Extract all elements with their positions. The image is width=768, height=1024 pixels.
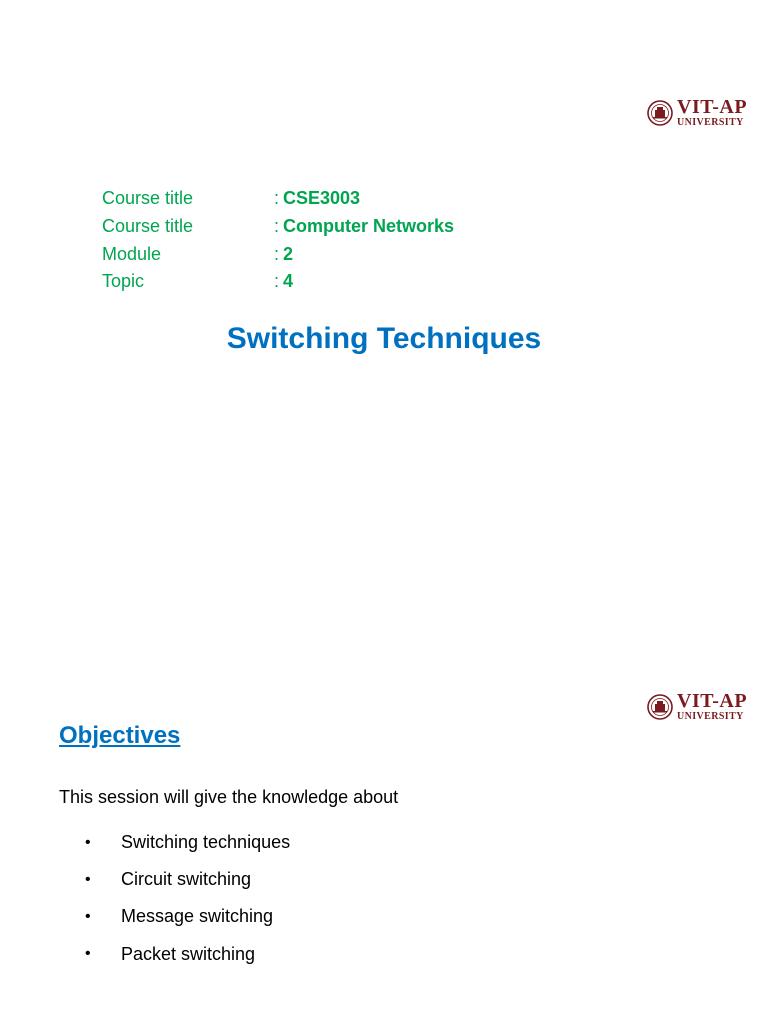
intro-text: This session will give the knowledge about [59,787,399,807]
info-colon: : [274,243,280,264]
info-value: 4 [283,271,294,292]
objectives-heading: Objectives [59,722,181,749]
info-label: Course title [102,216,194,237]
module-row [102,240,454,268]
list-item [85,898,290,935]
bullet-icon: • [85,833,91,851]
university-seal-icon [647,694,673,720]
list-item [85,936,290,973]
list-item-text: Circuit switching [121,869,252,890]
slide-title: Switching Techniques [226,322,542,355]
list-item-text: Packet switching [121,943,256,964]
info-colon: : [274,188,280,209]
bullet-icon: • [85,945,91,963]
logo-sub: UNIVERSITY [677,117,744,128]
course-code-row [102,185,454,213]
list-item-text: Switching techniques [121,832,291,853]
logo-sub: UNIVERSITY [677,711,744,722]
course-info [102,185,454,296]
list-item [85,824,290,861]
university-seal-icon [647,100,673,126]
list-item-text: Message switching [121,906,274,927]
info-colon: : [274,216,280,237]
logo-name: VIT-AP [677,96,748,118]
topic-row [102,268,454,296]
objectives-slide [0,660,768,1024]
info-label: Module [102,243,162,264]
university-logo [647,691,747,722]
info-value: Computer Networks [283,216,455,237]
info-value: CSE3003 [283,188,361,209]
course-title-row [102,213,454,241]
university-logo [647,97,747,128]
info-label: Course title [102,188,194,209]
info-colon: : [274,271,280,292]
bullet-icon: • [85,907,91,925]
list-item [85,861,290,898]
objectives-list [85,824,290,973]
info-label: Topic [102,271,145,292]
info-value: 2 [283,243,294,264]
bullet-icon: • [85,870,91,888]
logo-name: VIT-AP [677,690,748,712]
